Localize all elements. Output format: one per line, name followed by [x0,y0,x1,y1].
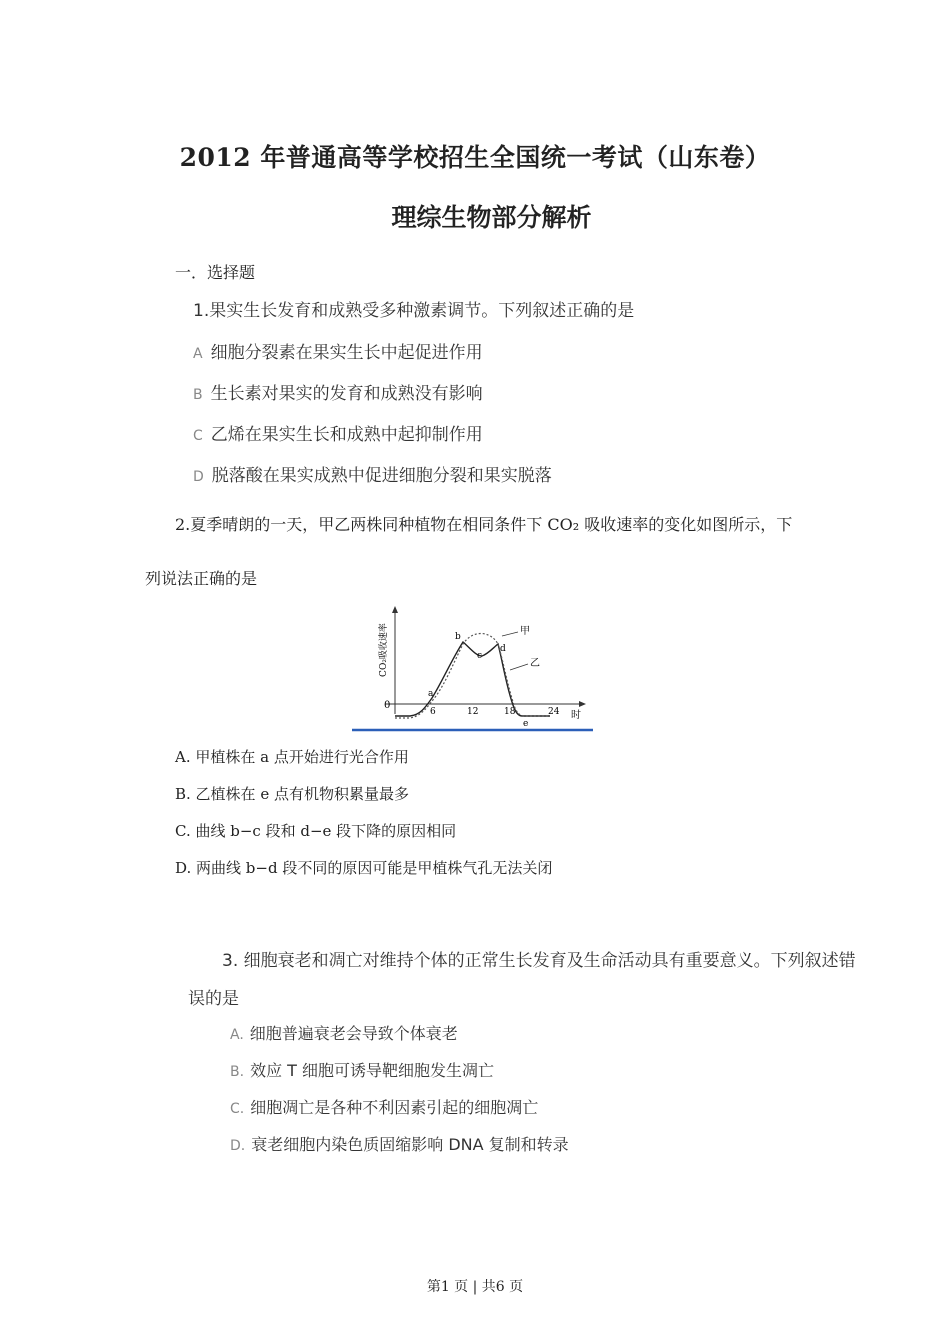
question-2-stem: 2.夏季晴朗的一天，甲乙两株同种植物在相同条件下 CO₂ 吸收速率的变化如图所示，下 [175,515,793,534]
point-d: d [500,644,506,654]
option-text: 细胞凋亡是各种不利因素引起的细胞凋亡 [250,1098,539,1117]
option-text: 细胞普遍衰老会导致个体衰老 [249,1024,458,1043]
option-letter: D [193,469,204,485]
curve-yi [395,634,550,719]
point-e: e [523,719,529,729]
question-1-option-d [193,461,552,486]
y-axis-label: CO₂吸收速率 [379,623,389,677]
page-footer: 第1 页 | 共6 页 [426,1279,524,1295]
x-tick-12: 12 [467,707,479,717]
question-1-option-a [193,338,483,363]
legend-line-jia [502,632,518,636]
option-letter: A. [230,1027,244,1043]
section-label: 一．选择题 [175,263,256,282]
co2-curve-graph [350,604,595,734]
point-c: c [477,651,483,661]
option-text: 生长素对果实的发育和成熟没有影响 [210,384,483,404]
option-letter: C [193,428,203,444]
question-3-option-d [230,1132,569,1155]
legend-yi: 乙 [530,658,540,669]
x-axis-arrow [579,701,586,707]
question-2-option-a: A. 甲植株在 a 点开始进行光合作用 [175,748,409,766]
x-axis-unit: 时 [571,710,581,721]
option-letter: C. [230,1101,245,1117]
question-3-stem: 3. 细胞衰老和凋亡对维持个体的正常生长发育及生命活动具有重要意义。下列叙述错 [222,951,856,971]
option-text: 衰老细胞内染色质固缩影响 DNA 复制和转录 [251,1135,569,1154]
question-2-stem-cont: 列说法正确的是 [145,569,258,588]
option-letter: D. [230,1138,246,1154]
page-title: 2012 年普通高等学校招生全国统一考试（山东卷） [179,143,771,172]
question-3-option-a [230,1021,458,1044]
question-3-option-b [230,1058,494,1081]
option-text: 脱落酸在果实成熟中促进细胞分裂和果实脱落 [211,466,552,486]
option-text: 乙烯在果实生长和成熟中起抑制作用 [210,425,483,445]
x-tick-18: 18 [504,707,516,717]
question-1-stem: 1.果实生长发育和成熟受多种激素调节。下列叙述正确的是 [193,301,635,321]
option-letter: B. [230,1064,245,1080]
question-2-option-b: B. 乙植株在 e 点有机物积累量最多 [175,785,409,803]
question-2-option-c: C. 曲线 b−c 段和 d−e 段下降的原因相同 [175,822,457,840]
question-3-stem-cont: 误的是 [188,989,239,1009]
x-tick-24: 24 [548,707,560,717]
curve-jia [395,642,550,716]
legend-line-yi [510,664,528,670]
x-tick-6: 6 [430,707,436,717]
origin-label: 0 [384,700,391,711]
option-text: 细胞分裂素在果实生长中起促进作用 [210,343,483,363]
legend-jia: 甲 [520,626,530,637]
y-axis-arrow [392,606,398,613]
question-1-option-b [193,379,483,404]
option-letter: A [193,346,203,362]
co2-absorption-figure [350,604,595,734]
question-2-option-d: D. 两曲线 b−d 段不同的原因可能是甲植株气孔无法关闭 [175,859,553,877]
point-a: a [428,689,434,699]
question-3-option-c [230,1095,538,1118]
option-text: 效应 T 细胞可诱导靶细胞发生凋亡 [250,1061,495,1080]
option-letter: B [193,387,203,403]
point-b: b [455,632,461,642]
question-1-option-c [193,420,483,445]
page-subtitle: 理综生物部分解析 [391,203,592,232]
